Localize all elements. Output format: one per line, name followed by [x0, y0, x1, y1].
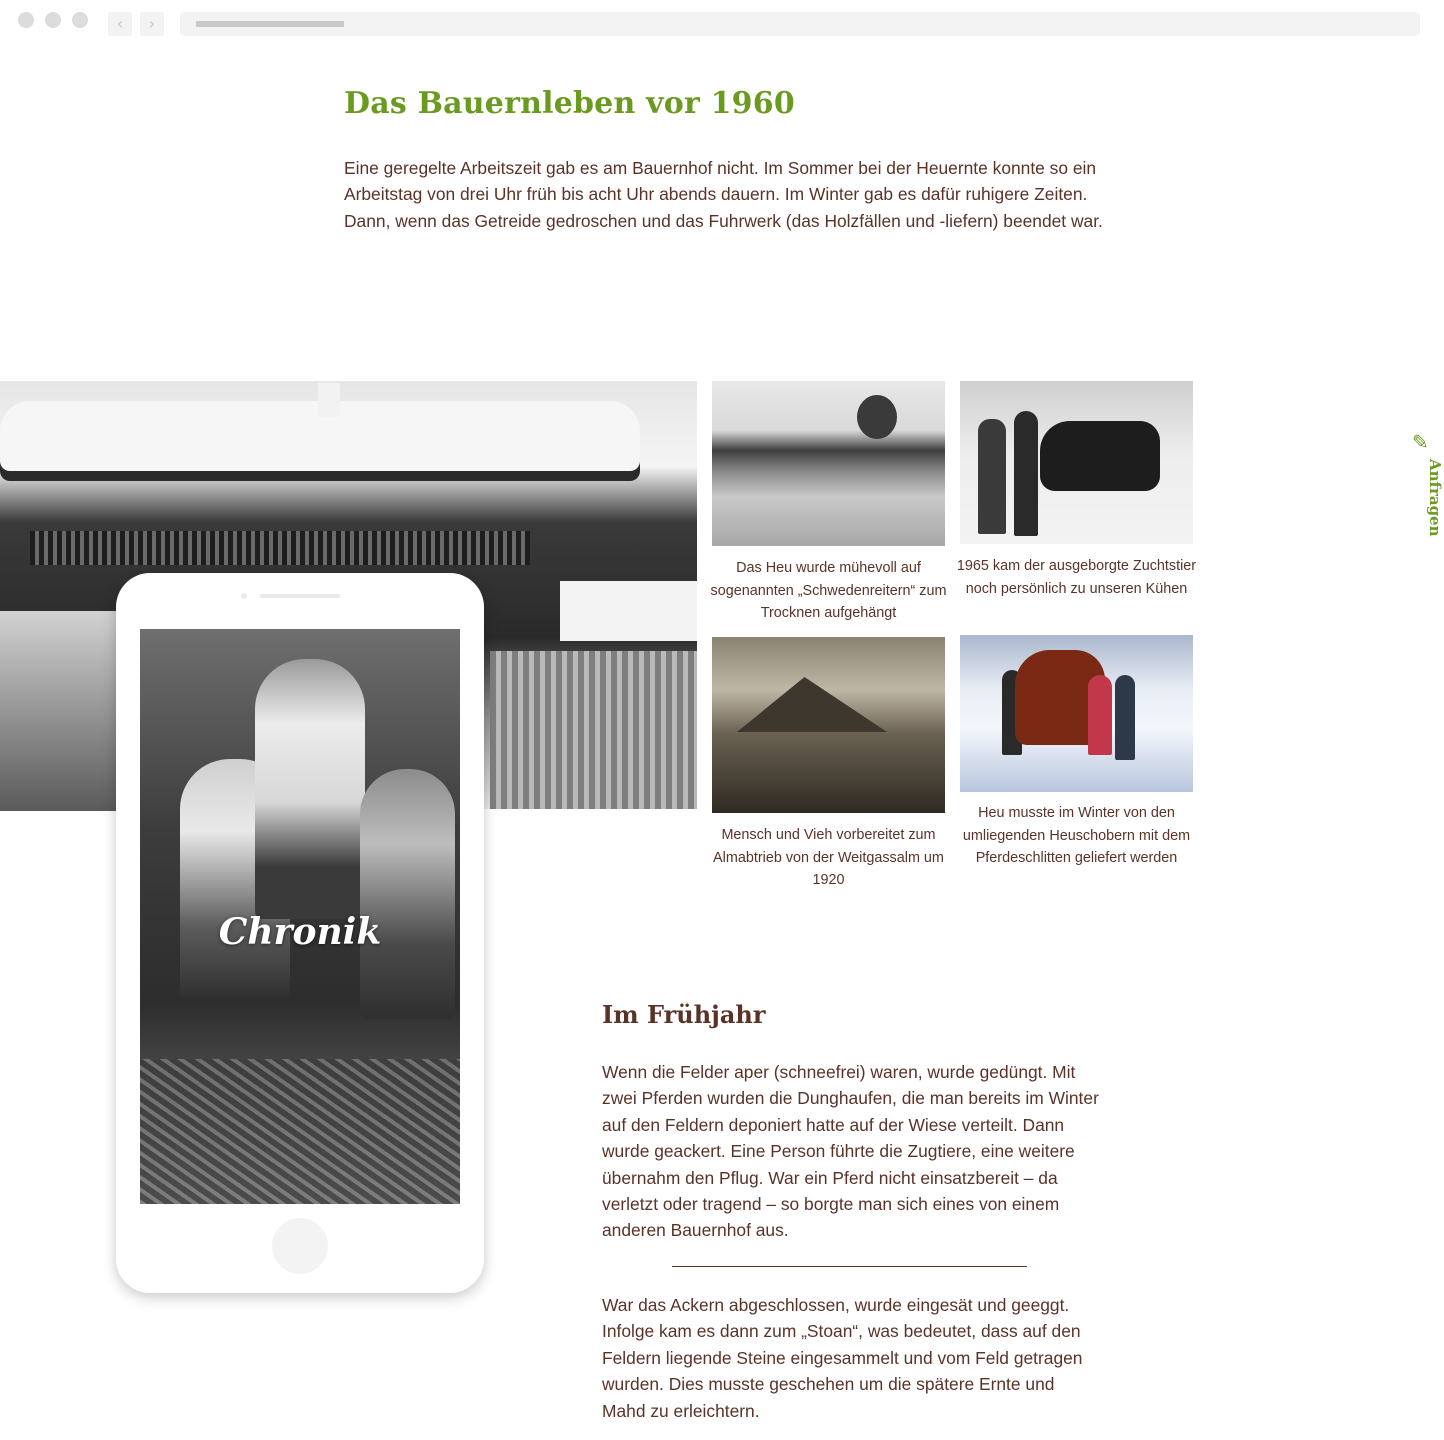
photo-man-standing [255, 659, 365, 919]
forward-button[interactable]: › [140, 12, 164, 36]
spring-paragraph-1: Wenn die Felder aper (schneefrei) waren, wurde gedüngt. Mit zwei Pferden wurden die Dunghaufen, die man bereits im Winter auf den Feldern deponiert hatte auf der Wiese verteilt. Dann wurde geackert. Eine Person führte die Zugtiere, eine weitere übernahm den Pflug. War ein Pferd nicht einsatzbereit – da verletzt oder tragend – so borgte man sich eines von einem anderen Bauernhof aus. [602, 1062, 1099, 1241]
photo-person-shape [978, 419, 1006, 534]
photo-person-shape [1088, 675, 1112, 755]
photo-snow-left-shape [0, 611, 120, 811]
spring-paragraph-2: War das Ackern abgeschlossen, wurde eingesät und geeggt. Infolge kam es dann zum „Stoan“, was bedeutet, dass auf den Feldern liegende Steine eingesammelt und vom Feld getragen wurden. Dies musste geschehen um die spätere Ernte und Mahd zu erleichtern. [602, 1295, 1083, 1421]
photo-person-shape [1014, 411, 1038, 536]
window-maximize-dot[interactable] [72, 12, 88, 28]
gallery-caption-3: Mensch und Vieh vorbereitet zum Almabtrieb von der Weitgassalm um 1920 [713, 827, 944, 889]
section-divider [672, 1266, 1027, 1267]
photo-hut-shape [737, 677, 887, 732]
gallery-photo-almabtrieb[interactable] [712, 637, 945, 813]
gallery-photo-bull[interactable] [960, 381, 1193, 544]
window-minimize-dot[interactable] [45, 12, 61, 28]
page-title: Das Bauernleben vor 1960 [344, 86, 795, 121]
photo-ground [140, 1059, 460, 1204]
photo-balcony-shape [30, 531, 530, 565]
photo-snow-shape [560, 581, 697, 641]
gallery-photo-horse-sleigh[interactable] [960, 635, 1193, 792]
window-close-dot[interactable] [18, 12, 34, 28]
phone-mockup [116, 573, 484, 1293]
address-bar-placeholder [196, 21, 344, 27]
gallery-caption-2: 1965 kam der ausgeborgte Zuchtstier noch persönlich zu unseren Kühen [956, 558, 1197, 597]
photo-person-shape [1115, 675, 1135, 760]
phone-home-button [272, 1218, 328, 1274]
gallery-caption-1: Das Heu wurde mühevoll auf sogenannten „Schwedenreitern“ zum Trocknen aufgehängt [710, 560, 947, 622]
phone-speaker [260, 594, 340, 598]
gallery-caption-4: Heu musste im Winter von den umliegenden Heuschobern mit dem Pferdeschlitten geliefert werden [962, 805, 1191, 867]
intro-paragraph: Eine geregelte Arbeitszeit gab es am Bauernhof nicht. Im Sommer bei der Heuernte konnte so ein Arbeitstag von drei Uhr früh bis acht Uhr abends dauern. Im Winter gab es dafür ruhigere Zeiten. Dann, wenn das Getreide gedroschen und das Fuhrwerk (das Holzfällen und -liefern) beendet war. [344, 158, 1103, 231]
back-button[interactable]: ‹ [108, 12, 132, 36]
photo-bull-shape [1040, 421, 1160, 491]
address-bar[interactable] [180, 12, 1420, 36]
pencil-icon: ✎ [1412, 430, 1429, 454]
photo-tree-shape [857, 395, 897, 439]
phone-camera [241, 593, 247, 599]
photo-man-right [360, 769, 455, 1019]
anfragen-label: Anfragen [1426, 459, 1444, 537]
photo-wooden-wall-shape [490, 651, 697, 809]
section-title-spring: Im Frühjahr [602, 1000, 766, 1029]
browser-chrome [0, 0, 1440, 48]
photo-chimney-shape [318, 383, 340, 417]
anfragen-sidebar-button[interactable] [1400, 426, 1444, 544]
gallery-photo-hay-drying[interactable] [712, 381, 945, 546]
chronik-title[interactable]: Chronik [218, 911, 382, 953]
